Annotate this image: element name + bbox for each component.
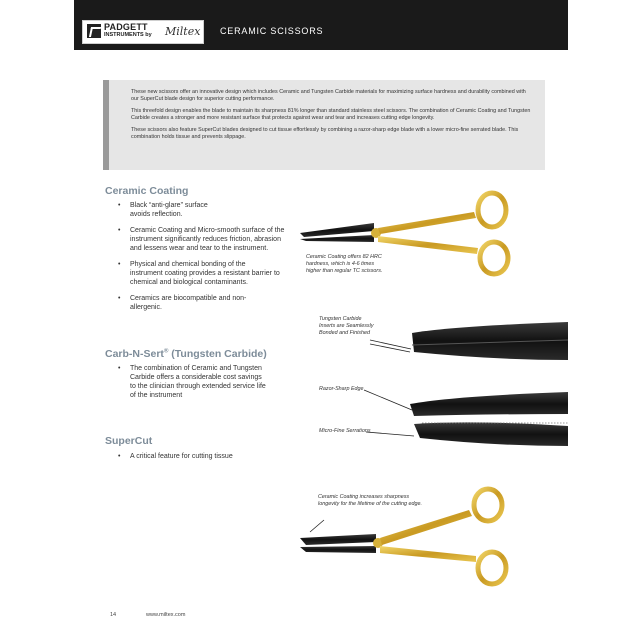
caption-tungsten-inserts: Tungsten Carbide Inserts are Seamlessly Bonded and Finished: [319, 316, 374, 336]
caption-hrc: Ceramic Coating offers 82 HRC hardness, which is 4-6 times higher than regular TC scissors.: [306, 254, 383, 274]
blade-closeup-illustration: [370, 322, 568, 360]
caption-sharpness: Ceramic Coating increases sharpness longevity for the lifetime of the cutting edge.: [318, 494, 422, 507]
blade-closeup-illustration: [364, 390, 568, 446]
arrow-icon: [364, 390, 412, 410]
intro-paragraph: These new scissors offer an innovative design which includes Ceramic and Tungsten Carbide materials for maximizing surface hardness and durability combined with our SuperCut blade design for superior cutting performance.: [131, 89, 526, 102]
catalog-page: [74, 0, 568, 640]
footer-url: www.miltex.com: [146, 612, 186, 618]
list-item: • Ceramics are biocompatible and non-allergenic.: [118, 294, 270, 312]
section-heading-supercut: SuperCut: [105, 435, 153, 447]
intro-paragraph: This threefold design enables the blade to maintain its sharpness 81% longer than standard stainless steel scissors. The combination of Ceramic Coating and Tungsten Carbide creates a stronger and more resistant surface that protects against wear and tear and increases cutting edge longevity.: [131, 108, 531, 121]
list-item: • A critical feature for cutting tissue: [118, 452, 318, 461]
caption-serrations: Micro-Fine Serrations: [319, 428, 371, 434]
brand-name: PADGETT: [104, 22, 148, 32]
list-item: • Physical and chemical bonding of the instrument coating provides a resistant barrier to chemical and biological contaminants.: [118, 260, 280, 287]
caption-razor-edge: Razor-Sharp Edge: [319, 386, 364, 392]
list-item: • The combination of Ceramic and Tungsten Carbide offers a considerable cost savings to the clinician through extended service life of the instrument: [118, 364, 268, 400]
list-item: • Black “anti-glare” surface avoids reflection.: [118, 201, 220, 219]
miltex-logo: Miltex: [165, 25, 201, 38]
section-heading-ceramic: Ceramic Coating: [105, 185, 189, 197]
intro-paragraph: These scissors also feature SuperCut blades designed to cut tissue effortlessly by combining a razor-sharp edge blade with a lower micro-fine serrated blade. This combination holds tissue and prevents slippage.: [131, 127, 519, 140]
page-number: 14: [110, 612, 117, 618]
brand-subtitle: INSTRUMENTS by: [104, 32, 152, 38]
section-heading-carb-n-sert: Carb-N-Sert® (Tungsten Carbide): [105, 348, 267, 360]
list-item: • Ceramic Coating and Micro-smooth surface of the instrument significantly reduces friction, abrasion and lessens wear and tear to the instrument.: [118, 226, 290, 253]
page-title: CERAMIC SCISSORS: [220, 26, 324, 36]
arrow-icon: [310, 520, 324, 532]
